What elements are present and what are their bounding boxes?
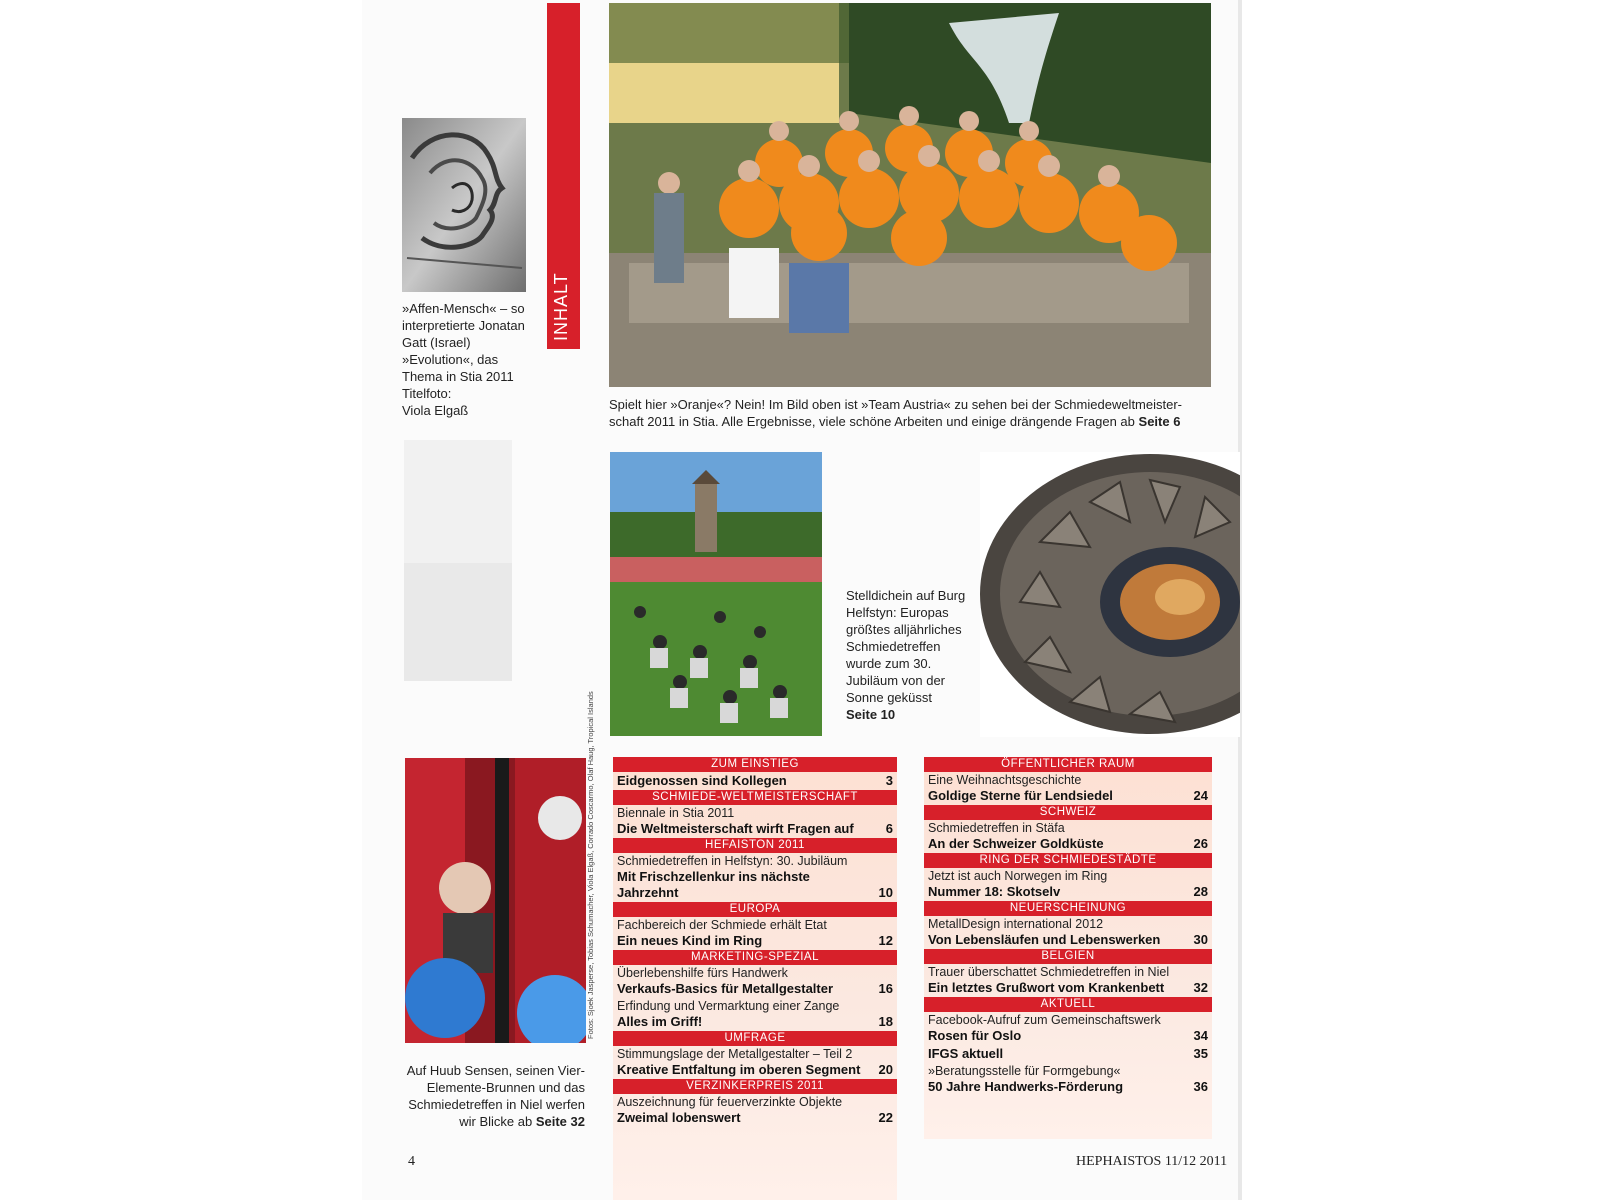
toc-entry[interactable]	[613, 998, 897, 1031]
huub-caption	[405, 1062, 585, 1130]
toc-entry-page: 16	[878, 981, 893, 996]
team-austria-photo	[609, 3, 1211, 387]
toc-entry[interactable]	[613, 805, 897, 838]
magazine-issue: HEPHAISTOS 11/12 2011	[1076, 1154, 1228, 1169]
ghost-panel-lower	[404, 563, 512, 681]
toc-entry-kicker: »Beratungsstelle für Formgebung«	[928, 1064, 1121, 1078]
toc-entry-title: Ein letztes Grußwort vom Krankenbett	[928, 980, 1165, 995]
section-tab	[547, 3, 580, 349]
title-photo-credit: Viola Elgaß	[402, 403, 469, 418]
toc-entry-page: 6	[885, 821, 893, 836]
huub-sensen-photo	[405, 758, 586, 1043]
toc-entry-page: 32	[1193, 980, 1208, 995]
toc-entry-page: 35	[1193, 1046, 1208, 1061]
toc-entry[interactable]	[613, 1094, 897, 1127]
toc-entry[interactable]	[613, 772, 897, 790]
toc-section-header: NEUERSCHEINUNG	[924, 901, 1212, 916]
toc-entry[interactable]	[613, 853, 897, 902]
toc-left-column	[613, 757, 897, 1200]
toc-section-header: UMFRAGE	[613, 1031, 897, 1046]
toc-entry-title: Mit Frischzellenkur ins nächste Jahrzehnt	[617, 869, 810, 900]
toc-section-header: MARKETING-SPEZIAL	[613, 950, 897, 965]
toc-section-header: BELGIEN	[924, 949, 1212, 964]
toc-section-header: EUROPA	[613, 902, 897, 917]
burg-caption-page: Seite 10	[846, 707, 896, 722]
title-photo-label: Titelfoto:	[402, 386, 452, 401]
toc-entry-page: 28	[1193, 884, 1208, 899]
forged-bowl-photo	[980, 452, 1240, 737]
affen-caption	[402, 300, 532, 419]
toc-entry-page: 18	[878, 1014, 893, 1029]
toc-entry[interactable]	[924, 820, 1212, 853]
toc-entry[interactable]	[924, 1063, 1212, 1096]
burg-caption	[846, 587, 966, 723]
team-caption-text: Spielt hier »Oranje«? Nein! Im Bild oben ist »Team Austria« zu sehen bei der Schmiedeweltmeister-schaft 2011 in Stia. Alle Ergebnisse, viele schöne Arbeiten und einige drängende Fragen ab	[609, 397, 1183, 429]
toc-entry-title: An der Schweizer Goldküste	[928, 836, 1104, 851]
toc-entry-title: Nummer 18: Skotselv	[928, 884, 1061, 899]
burg-caption-text: Stelldichein auf Burg Helfstyn: Europas größtes alljährliches Schmiedetreffen wurde zum 30. Jubiläum von der Sonne geküsst	[846, 588, 966, 705]
toc-entry-title: Rosen für Oslo	[928, 1028, 1022, 1043]
toc-entry-title: Goldige Sterne für Lendsiedel	[928, 788, 1113, 803]
huub-caption-text: Auf Huub Sensen, seinen Vier-Elemente-Brunnen und das Schmiedetreffen in Niel werfen wir Blicke ab	[406, 1063, 585, 1129]
toc-entry-kicker: Auszeichnung für feuerverzinkte Objekte	[617, 1095, 843, 1109]
toc-entry-page: 36	[1193, 1079, 1208, 1094]
page-number: 4	[408, 1154, 415, 1169]
toc-entry-title: IFGS aktuell	[928, 1046, 1004, 1061]
toc-entry-kicker: Eine Weihnachtsgeschichte	[928, 773, 1082, 787]
toc-section-header: SCHWEIZ	[924, 805, 1212, 820]
toc-entry[interactable]	[613, 1046, 897, 1079]
toc-entry-page: 34	[1193, 1028, 1208, 1043]
affen-mensch-photo	[402, 118, 526, 292]
toc-section-header: HEFAISTON 2011	[613, 838, 897, 853]
toc-entry[interactable]	[924, 772, 1212, 805]
toc-entry-title: Die Weltmeisterschaft wirft Fragen auf	[617, 821, 854, 836]
toc-entry-page: 3	[885, 773, 893, 788]
toc-section-header: SCHMIEDE-WELTMEISTERSCHAFT	[613, 790, 897, 805]
toc-entry-page: 20	[878, 1062, 893, 1077]
toc-entry-kicker: Facebook-Aufruf zum Gemeinschaftswerk	[928, 1013, 1161, 1027]
toc-entry-kicker: Erfindung und Vermarktung einer Zange	[617, 999, 840, 1013]
toc-entry-kicker: Überlebenshilfe fürs Handwerk	[617, 966, 788, 980]
toc-right-column	[924, 757, 1212, 1139]
toc-section-header: VERZINKERPREIS 2011	[613, 1079, 897, 1094]
toc-entry[interactable]	[613, 917, 897, 950]
toc-entry-title: Von Lebensläufen und Lebenswerken	[928, 932, 1161, 947]
toc-entry-page: 12	[878, 933, 893, 948]
toc-entry-kicker: Schmiedetreffen in Helfstyn: 30. Jubiläum	[617, 854, 848, 868]
toc-entry-kicker: Schmiedetreffen in Stäfa	[928, 821, 1065, 835]
toc-entry-title: Kreative Entfaltung im oberen Segment	[617, 1062, 861, 1077]
toc-entry-title: Ein neues Kind im Ring	[617, 933, 763, 948]
toc-entry[interactable]	[924, 916, 1212, 949]
toc-entry-kicker: MetallDesign international 2012	[928, 917, 1104, 931]
huub-caption-page: Seite 32	[535, 1114, 585, 1129]
toc-entry-kicker: Trauer überschattet Schmiedetreffen in Niel	[928, 965, 1170, 979]
toc-entry-page: 22	[878, 1110, 893, 1125]
burg-helfstyn-photo	[610, 452, 822, 736]
toc-entry-page: 10	[878, 885, 893, 900]
toc-section-header: RING DER SCHMIEDESTÄDTE	[924, 853, 1212, 868]
toc-entry[interactable]	[924, 964, 1212, 997]
photo-credits: Fotos: Sjoek Jasperse, Tobias Schumacher, Viola Elgaß, Corrado Coscarmo, Olaf Haug, Tropical Islands	[586, 691, 595, 1039]
affen-caption-text: »Affen-Mensch« – so interpretierte Jonatan Gatt (Israel) »Evolution«, das Thema in Stia 2011	[402, 301, 525, 384]
section-tab-label: INHALT	[551, 272, 571, 341]
toc-entry-kicker: Stimmungslage der Metallgestalter – Teil 2	[617, 1047, 853, 1061]
toc-entry-title: Alles im Griff!	[617, 1014, 703, 1029]
toc-entry-title: Zweimal lobenswert	[617, 1110, 741, 1125]
toc-entry[interactable]	[613, 965, 897, 998]
toc-entry[interactable]	[924, 868, 1212, 901]
toc-entry-kicker: Jetzt ist auch Norwegen im Ring	[928, 869, 1108, 883]
toc-section-header: AKTUELL	[924, 997, 1212, 1012]
team-caption	[609, 396, 1213, 430]
toc-entry-page: 26	[1193, 836, 1208, 851]
toc-entry[interactable]	[924, 1045, 1212, 1063]
toc-entry-title: Eidgenossen sind Kollegen	[617, 773, 787, 788]
toc-entry-page: 30	[1193, 932, 1208, 947]
toc-entry-kicker: Biennale in Stia 2011	[617, 806, 735, 820]
toc-entry-title: 50 Jahre Handwerks-Förderung	[928, 1079, 1124, 1094]
toc-entry-kicker: Fachbereich der Schmiede erhält Etat	[617, 918, 827, 932]
toc-section-header: ÖFFENTLICHER RAUM	[924, 757, 1212, 772]
toc-entry-page: 24	[1193, 788, 1208, 803]
toc-entry[interactable]	[924, 1012, 1212, 1045]
toc-entry-title: Verkaufs-Basics für Metallgestalter	[617, 981, 834, 996]
team-caption-page: Seite 6	[1138, 414, 1181, 429]
toc-section-header: ZUM EINSTIEG	[613, 757, 897, 772]
